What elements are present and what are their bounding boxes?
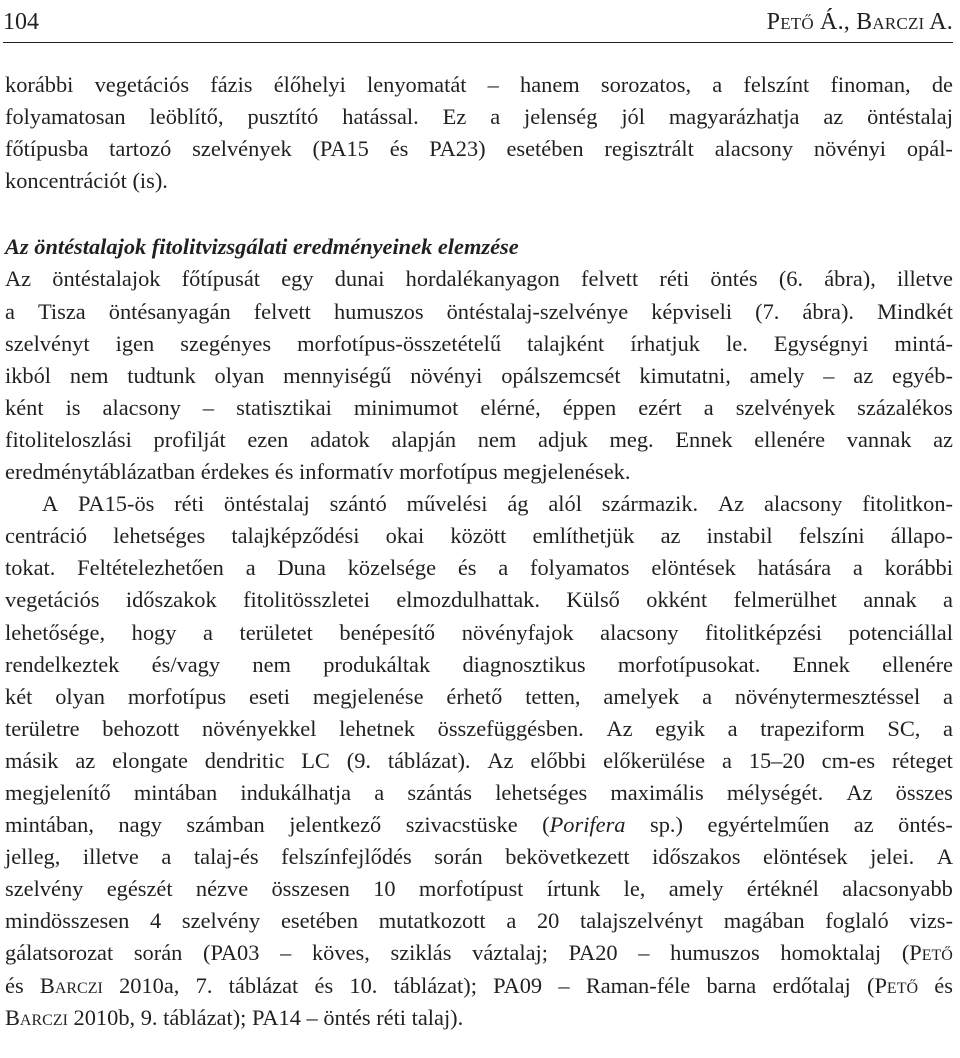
paragraph-3 [5, 488, 953, 1034]
body-text [5, 69, 953, 1034]
text-line: másik az elongate dendritic LC (9. táblázat). Az előbbi előkerülése a 15–20 cm-es réteget [5, 747, 953, 773]
text-line: megjelenítő mintában indukálhatja a szántás lehetséges maximális mélységét. Az összes [5, 779, 953, 805]
text-line: lehetősége, hogy a területet benépesítő növényfajok alacsony fitolitképzési potenciállal [5, 619, 953, 645]
page-number: 104 [3, 9, 39, 35]
text-line: ként is alacsony – statisztikai minimumot elérné, éppen ezért a szelvények százalékos [5, 394, 953, 420]
text-line: eredménytáblázatban érdekes és informatív morfotípus megjelenések. [5, 459, 631, 485]
page-header [3, 6, 953, 39]
text-line: Az öntéstalajok főtípusát egy dunai hordalékanyagon felvett réti öntés (6. ábra), illetve [5, 266, 953, 292]
text-line: mintában, nagy számban jelentkező szivacstüske (Porifera sp.) egyértelműen az öntés- [5, 812, 953, 838]
text-line: gálatsorozat során (PA03 – köves, sziklás váztalaj; PA20 – humuszos homoktalaj (Pető [5, 940, 953, 966]
text-line: mindösszesen 4 szelvény esetében mutatkozott a 20 talajszelvényt magában foglaló vizs- [5, 908, 953, 934]
text-line: tokat. Feltételezhetően a Duna közelsége és a folyamatos elöntések hatására a korábbi [5, 555, 953, 581]
text-line: korábbi vegetációs fázis élőhelyi lenyomatát – hanem sorozatos, a felszínt finoman, de [5, 72, 953, 97]
text-line: területre behozott növényekkel lehetnek összefüggésben. Az egyik a trapeziform SC, a [5, 715, 953, 741]
paragraph-1 [5, 69, 953, 197]
text-line: szelvényt igen szegényes morfotípus-összetételű talajként írhatjuk le. Egységnyi mintá- [5, 330, 953, 356]
section-heading: Az öntéstalajok fitolitvizsgálati eredményeinek elemzése [5, 234, 519, 260]
text-line: főtípusba tartozó szelvények (PA15 és PA23) esetében regisztrált alacsony növényi opál- [5, 136, 953, 162]
text-line: folyamatosan leöblítő, pusztító hatással. Ez a jelenség jól magyarázhatja az öntéstalaj [5, 104, 953, 130]
text-line: ikból nem tudtunk olyan mennyiségű növényi opálszemcsét kimutatni, amely – az egyéb- [5, 362, 953, 388]
text-line: Barczi 2010b, 9. táblázat); PA14 – öntés réti talaj). [5, 1004, 464, 1030]
text-line: centráció lehetséges talajképződési okai között említhetjük az instabil felszíni állapo- [5, 523, 953, 549]
header-rule [3, 42, 953, 43]
text-line: szelvény egészét nézve összesen 10 morfotípust írtunk le, amely értéknél alacsonyabb [5, 876, 953, 902]
running-head-authors: Pető Á., Barczi A. [766, 9, 953, 35]
text-line: vegetációs időszakok fitolitösszletei elmozdulhattak. Külső okként felmerülhet annak a [5, 587, 953, 613]
text-line: jelleg, illetve a talaj-és felszínfejlődés során bekövetkezett időszakos elöntések jelei. A [5, 844, 953, 870]
paragraph-2 [5, 263, 953, 488]
text-line: a Tisza öntésanyagán felvett humuszos öntéstalaj-szelvénye képviseli (7. ábra). Mindkét [5, 298, 953, 324]
text-line: rendelkeztek és/vagy nem produkáltak diagnosztikus morfotípusokat. Ennek ellenére [5, 651, 953, 677]
text-line: és Barczi 2010a, 7. táblázat és 10. táblázat); PA09 – Raman-féle barna erdőtalaj (Pető és [5, 972, 953, 998]
text-line: fitoliteloszlási profilját ezen adatok alapján nem adjuk meg. Ennek ellenére vannak az [5, 426, 953, 452]
text-line: két olyan morfotípus eseti megjelenése érhető tetten, amelyek a növénytermesztéssel a [5, 683, 953, 709]
text-line: A PA15-ös réti öntéstalaj szántó művelési ág alól származik. Az alacsony fitolitkon- [42, 491, 953, 517]
text-line: koncentrációt (is). [5, 168, 168, 194]
